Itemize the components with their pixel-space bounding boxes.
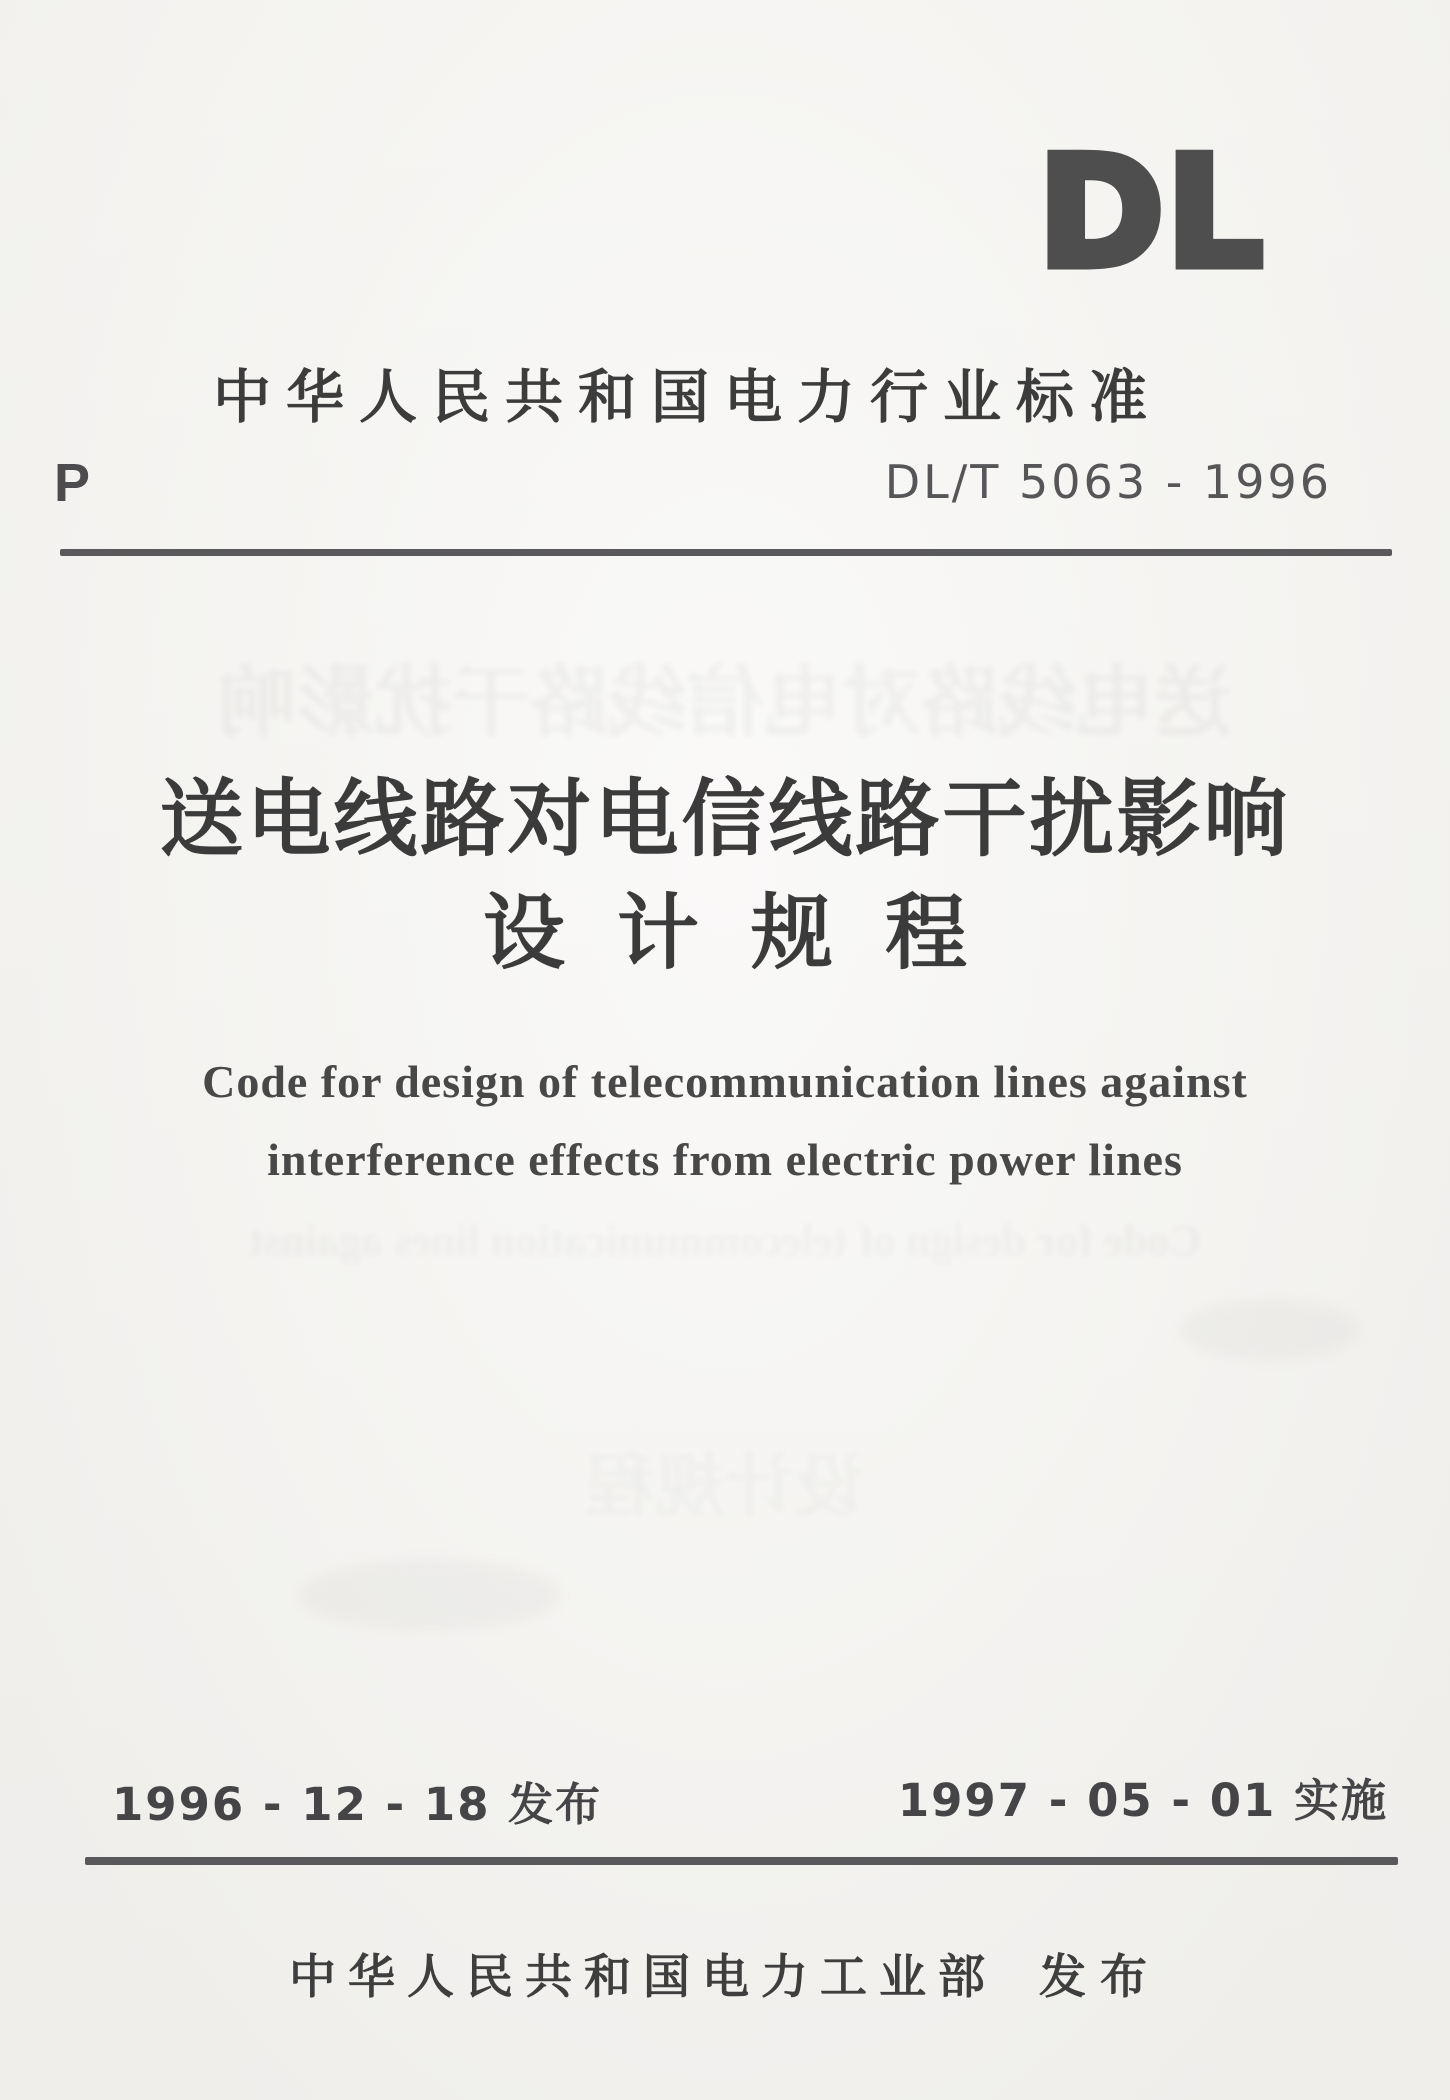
scan-smudge (1180, 1300, 1360, 1360)
publisher-organization: 中华人民共和国电力工业部 (289, 1950, 997, 2005)
footer-divider-rule (85, 1857, 1398, 1865)
date-row (0, 1764, 1450, 1831)
title-chinese-line1: 送电线路对电信线路干扰影响 (159, 770, 1291, 868)
standard-number: DL/T 5063 - 1996 (884, 455, 1332, 509)
publisher-action: 发布 (1039, 1950, 1161, 2005)
title-english-line2: interference effects from electric power lines (267, 1134, 1183, 1185)
classification-code: P (54, 453, 91, 513)
issue-date: 1996 - 12 - 18 发布 (112, 1778, 603, 1831)
bleed-through-ghost (0, 1430, 1450, 1531)
title-chinese-line2: 设计规程 (482, 886, 1019, 981)
header-divider-rule (60, 549, 1392, 556)
scan-smudge (300, 1560, 560, 1630)
bleed-through-ghost (0, 1215, 1450, 1266)
implementation-date: 1997 - 05 - 01 实施 (897, 1774, 1388, 1827)
dl-logo: DL (1038, 124, 1266, 301)
publisher-line (0, 1940, 1450, 2007)
bleed-through-ghost (0, 640, 1450, 752)
standard-heading: 中华人民共和国电力行业标准 (213, 363, 1163, 431)
title-english-line1: Code for design of telecommunication lines against (202, 1056, 1248, 1107)
